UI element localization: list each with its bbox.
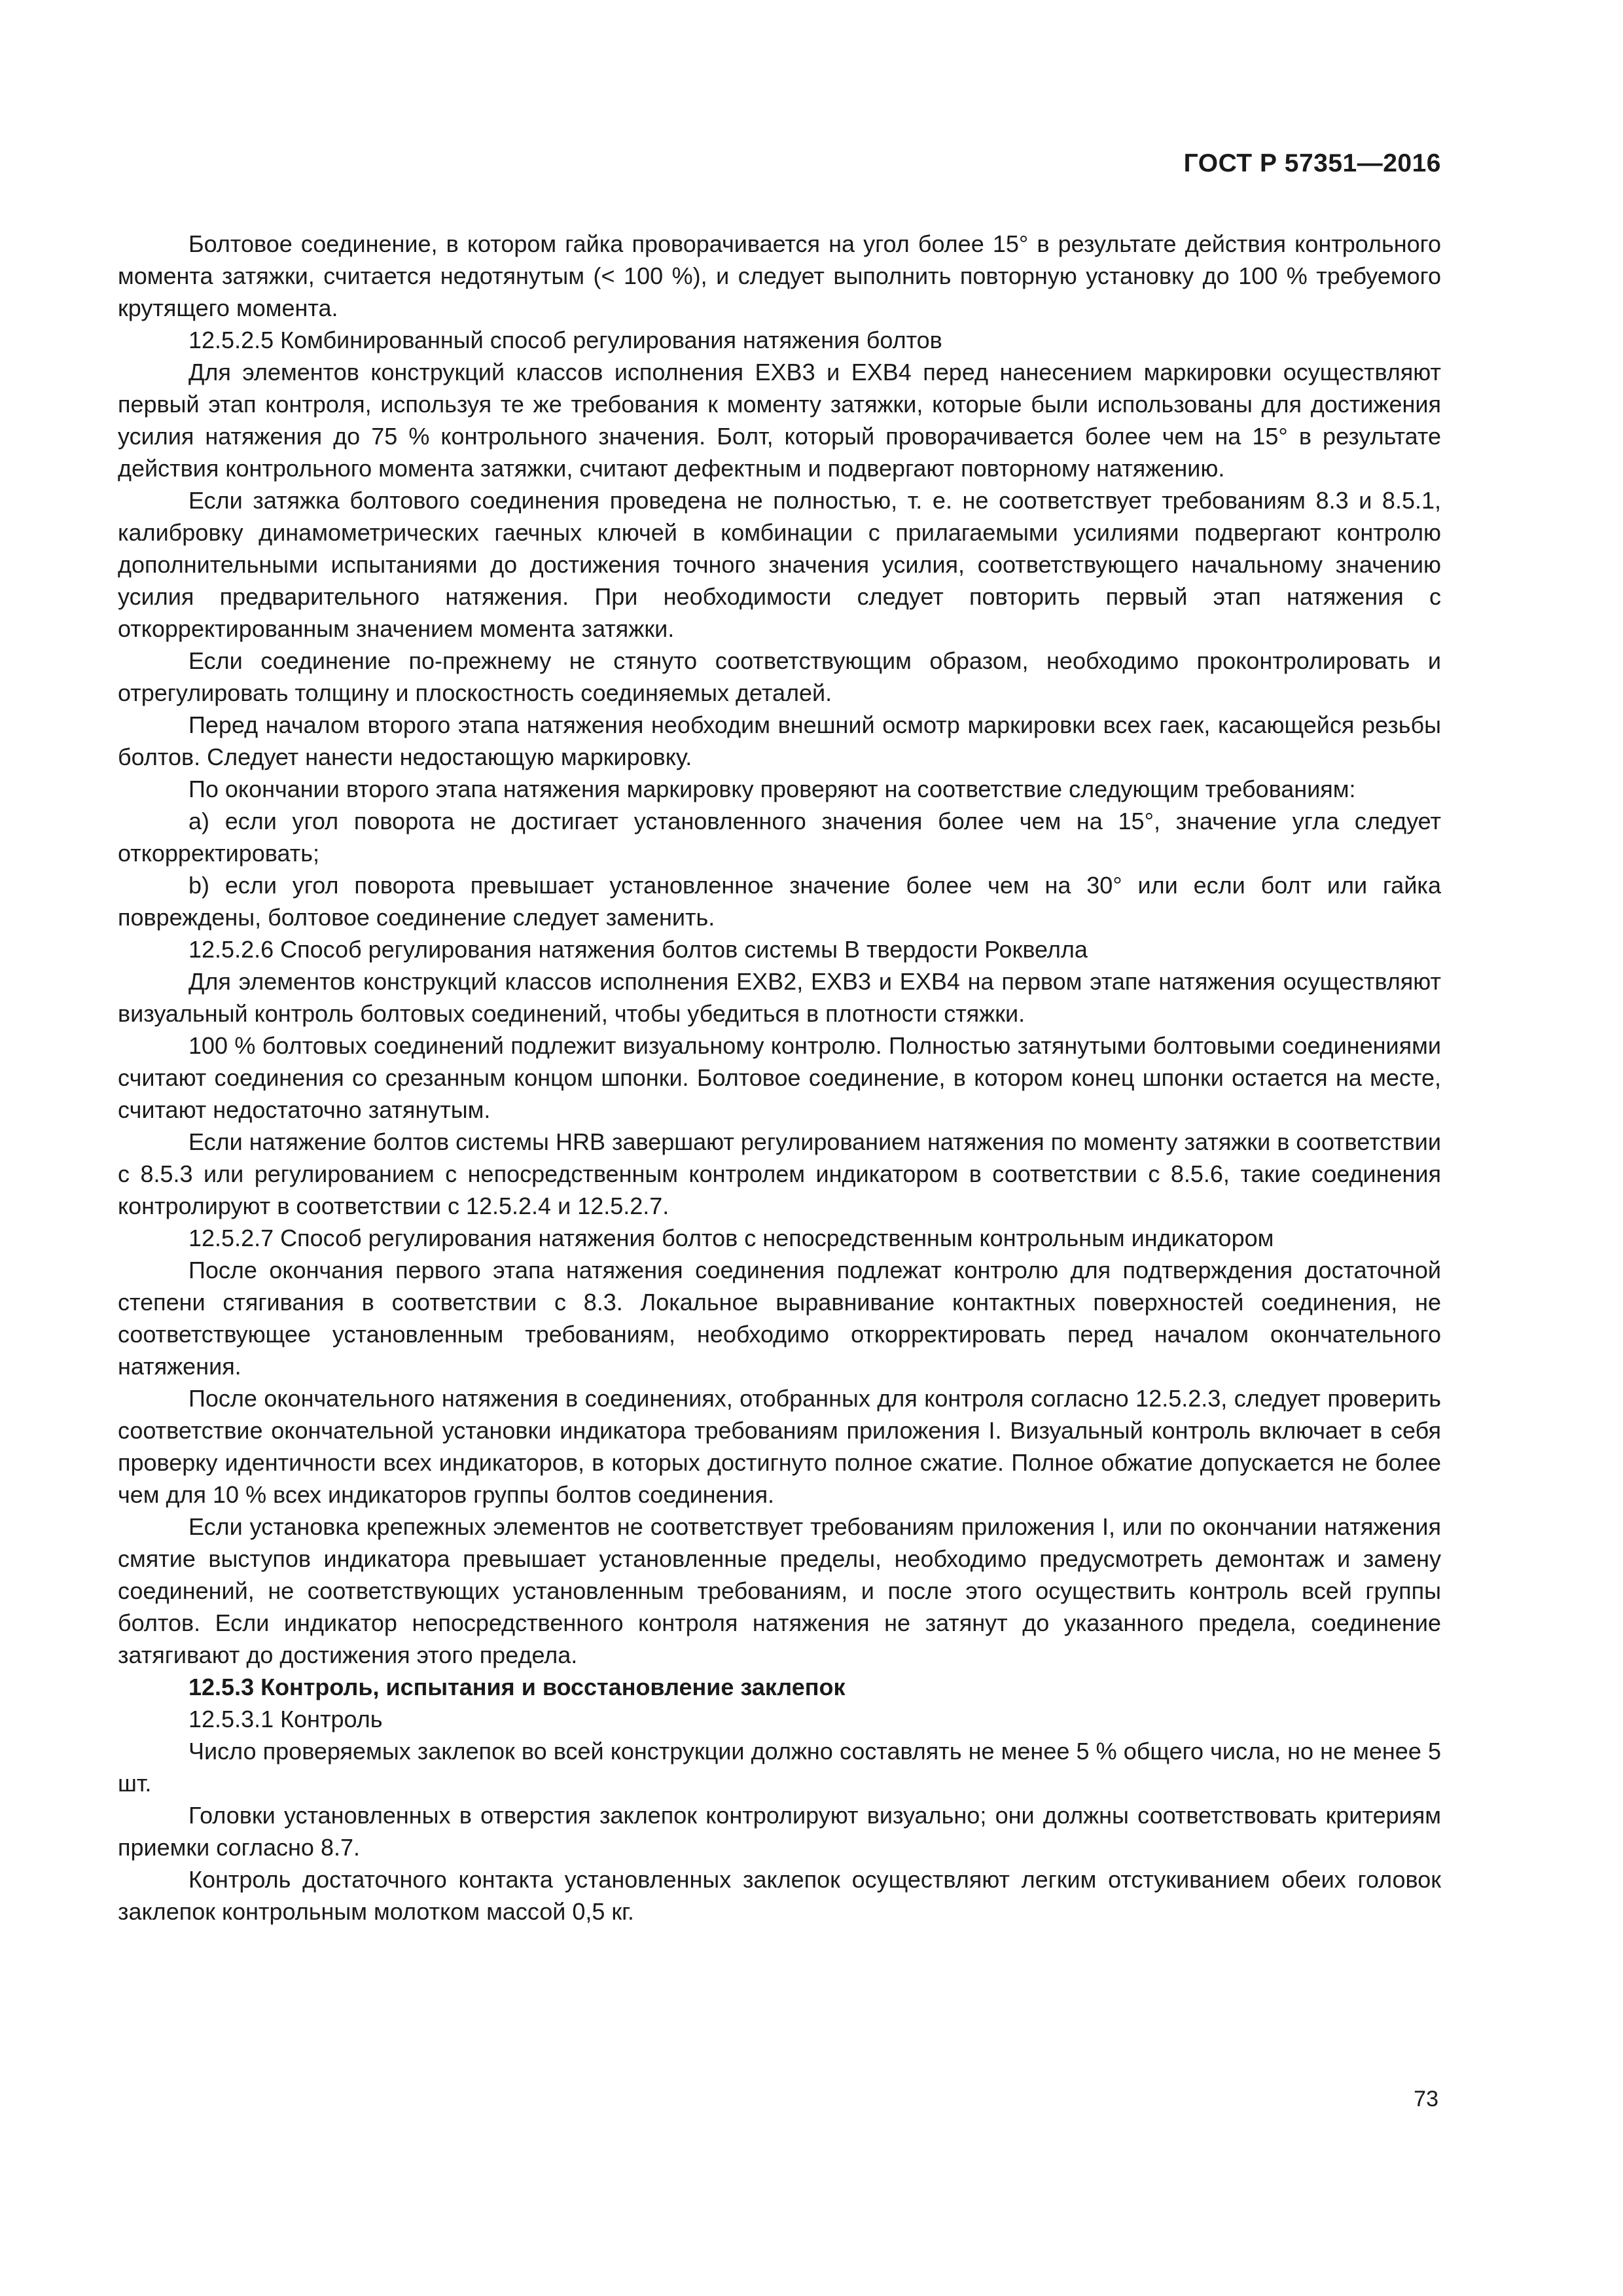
- clause-heading: 12.5.2.6 Способ регулирования натяжения болтов системы В твердости Роквелла: [188, 936, 1088, 963]
- document-code: ГОСТ Р 57351—2016: [1183, 149, 1441, 177]
- paragraph: Болтовое соединение, в котором гайка проворачивается на угол более 15° в результате действия контрольного момента затяжки, считается недотянутым (< 100 %), и следует выполнить повторную установку до 100 % требуемого крутящего момента.: [118, 230, 1441, 321]
- clause-heading: 12.5.2.7 Способ регулирования натяжения болтов с непосредственным контрольным индикатором: [188, 1225, 1274, 1251]
- clause-heading: 12.5.2.5 Комбинированный способ регулирования натяжения болтов: [188, 327, 942, 353]
- page-number: 73: [1414, 2087, 1438, 2111]
- paragraph: Контроль достаточного контакта установленных заклепок осуществляют легким отстукиванием обеих головок заклепок контрольным молотком массой 0,5 кг.: [118, 1866, 1441, 1925]
- paragraph: Если соединение по-прежнему не стянуто соответствующим образом, необходимо проконтролировать и отрегулировать толщину и плоскостность соединяемых деталей.: [118, 647, 1441, 706]
- document-body: [118, 228, 1441, 1928]
- paragraph: Если натяжение болтов системы HRB завершают регулированием натяжения по моменту затяжки в соответствии с 8.5.3 или регулированием с непосредственным контролем индикатором в соответствии с 8.5.6, такие соединения контролируют в соответствии с 12.5.2.4 и 12.5.2.7.: [118, 1128, 1441, 1219]
- paragraph: Если затяжка болтового соединения проведена не полностью, т. е. не соответствует требованиям 8.3 и 8.5.1, калибровку динамометрических гаечных ключей в комбинации с прилагаемыми усилиями подвергают контролю дополнительными испытаниями до достижения точного значения усилия, соответствующего начальному значению усилия предварительного натяжения. При необходимости следует повторить первый этап натяжения с откорректированным значением момента затяжки.: [118, 487, 1441, 642]
- paragraph: После окончательного натяжения в соединениях, отобранных для контроля согласно 12.5.2.3, следует проверить соответствие окончательной установки индикатора требованиям приложения I. Визуальный контроль включает в себя проверку идентичности всех индикаторов, в которых достигнуто полное сжатие. Полное обжатие допускается не более чем для 10 % всех индикаторов группы болтов соединения.: [118, 1385, 1441, 1508]
- section-heading: 12.5.3 Контроль, испытания и восстановление заклепок: [188, 1674, 846, 1700]
- paragraph: После окончания первого этапа натяжения соединения подлежат контролю для подтверждения достаточной степени стягивания в соответствии с 8.3. Локальное выравнивание контактных поверхностей соединения, не соответствующее установленным требованиям, необходимо откорректировать перед началом окончательного натяжения.: [118, 1257, 1441, 1380]
- list-item: a) если угол поворота не достигает установленного значения более чем на 15°, значение угла следует откорректировать;: [118, 808, 1441, 867]
- clause-heading: 12.5.3.1 Контроль: [188, 1706, 383, 1732]
- paragraph: Для элементов конструкций классов исполнения ЕХВ2, ЕХВ3 и ЕХВ4 на первом этапе натяжения осуществляют визуальный контроль болтовых соединений, чтобы убедиться в плотности стяжки.: [118, 968, 1441, 1027]
- paragraph: Перед началом второго этапа натяжения необходим внешний осмотр маркировки всех гаек, касающейся резьбы болтов. Следует нанести недостающую маркировку.: [118, 711, 1441, 770]
- paragraph: Если установка крепежных элементов не соответствует требованиям приложения I, или по окончании натяжения смятие выступов индикатора превышает установленные пределы, необходимо предусмотреть демонтаж и замену соединений, не соответствующих установленным требованиям, и после этого осуществить контроль всей группы болтов. Если индикатор непосредственного контроля натяжения не затянут до указанного предела, соединение затягивают до достижения этого предела.: [118, 1513, 1441, 1668]
- paragraph: 100 % болтовых соединений подлежит визуальному контролю. Полностью затянутыми болтовыми соединениями считают соединения со срезанным концом шпонки. Болтовое соединение, в котором конец шпонки остается на месте, считают недостаточно затянутым.: [118, 1032, 1441, 1123]
- paragraph: По окончании второго этапа натяжения маркировку проверяют на соответствие следующим требованиям:: [188, 776, 1356, 802]
- list-item: b) если угол поворота превышает установленное значение более чем на 30° или если болт или гайка повреждены, болтовое соединение следует заменить.: [118, 872, 1441, 931]
- paragraph: Для элементов конструкций классов исполнения ЕХВ3 и ЕХВ4 перед нанесением маркировки осуществляют первый этап контроля, используя те же требования к моменту затяжки, которые были использованы для достижения усилия натяжения до 75 % контрольного значения. Болт, который проворачивается более чем на 15° в результате действия контрольного момента затяжки, считают дефектным и подвергают повторному натяжению.: [118, 359, 1441, 482]
- paragraph: Число проверяемых заклепок во всей конструкции должно составлять не менее 5 % общего числа, но не менее 5 шт.: [118, 1738, 1441, 1797]
- paragraph: Головки установленных в отверстия заклепок контролируют визуально; они должны соответствовать критериям приемки согласно 8.7.: [118, 1802, 1441, 1861]
